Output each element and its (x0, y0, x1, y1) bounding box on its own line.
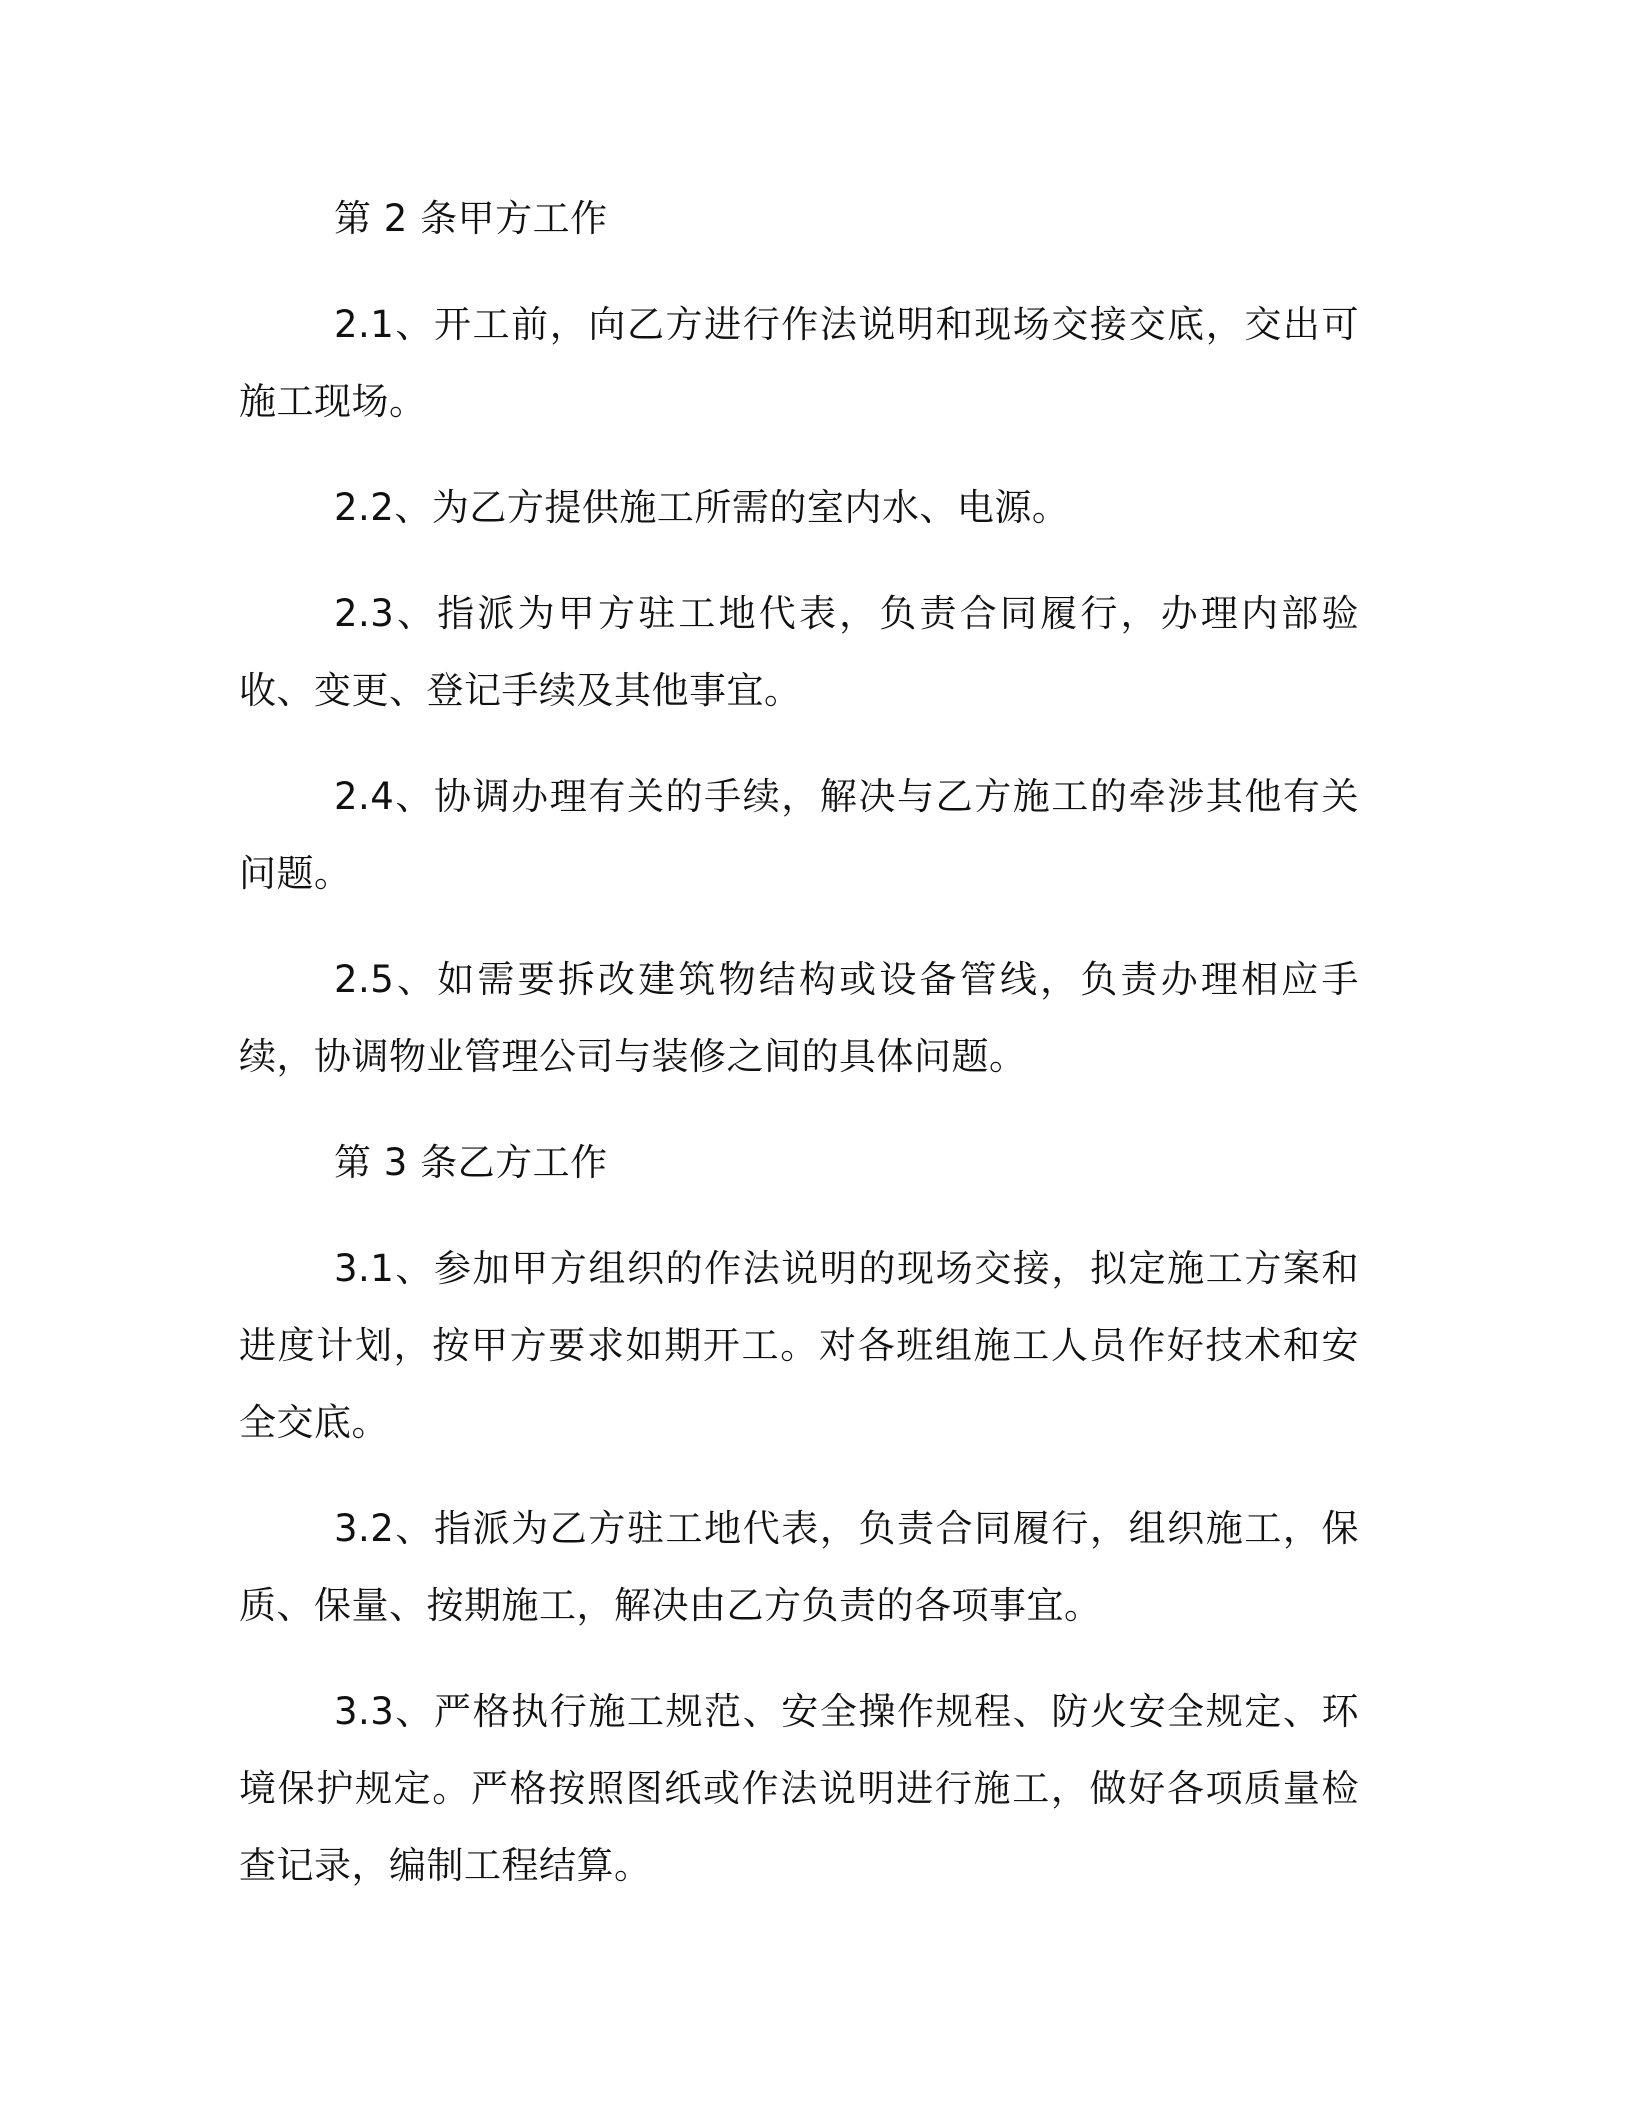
section-3-heading: 第 3 条乙方工作 (334, 1141, 608, 1184)
clause-2-2: 2.2、为乙方提供施工所需的室内水、电源。 (334, 486, 1070, 529)
clause-2-5: 2.5、如需要拆改建筑物结构或设备管线，负责办理相应手续，协调物业管理公司与装修之间的具体问题。 (239, 958, 1359, 1078)
document-body (239, 180, 1359, 1933)
clause-3-1: 3.1、参加甲方组织的作法说明的现场交接，拟定施工方案和进度计划，按甲方要求如期开工。对各班组施工人员作好技术和安全交底。 (239, 1247, 1359, 1444)
section-2-heading: 第 2 条甲方工作 (334, 197, 608, 240)
clause-2-4: 2.4、协调办理有关的手续，解决与乙方施工的牵涉其他有关问题。 (239, 775, 1359, 895)
clause-2-1: 2.1、开工前，向乙方进行作法说明和现场交接交底，交出可施工现场。 (239, 303, 1359, 423)
clause-3-2: 3.2、指派为乙方驻工地代表，负责合同履行，组织施工，保质、保量、按期施工，解决由乙方负责的各项事宜。 (239, 1507, 1359, 1627)
clause-2-3: 2.3、指派为甲方驻工地代表，负责合同履行，办理内部验收、变更、登记手续及其他事宜。 (239, 592, 1359, 712)
clause-3-3: 3.3、严格执行施工规范、安全操作规程、防火安全规定、环境保护规定。严格按照图纸或作法说明进行施工，做好各项质量检查记录，编制工程结算。 (239, 1690, 1359, 1887)
